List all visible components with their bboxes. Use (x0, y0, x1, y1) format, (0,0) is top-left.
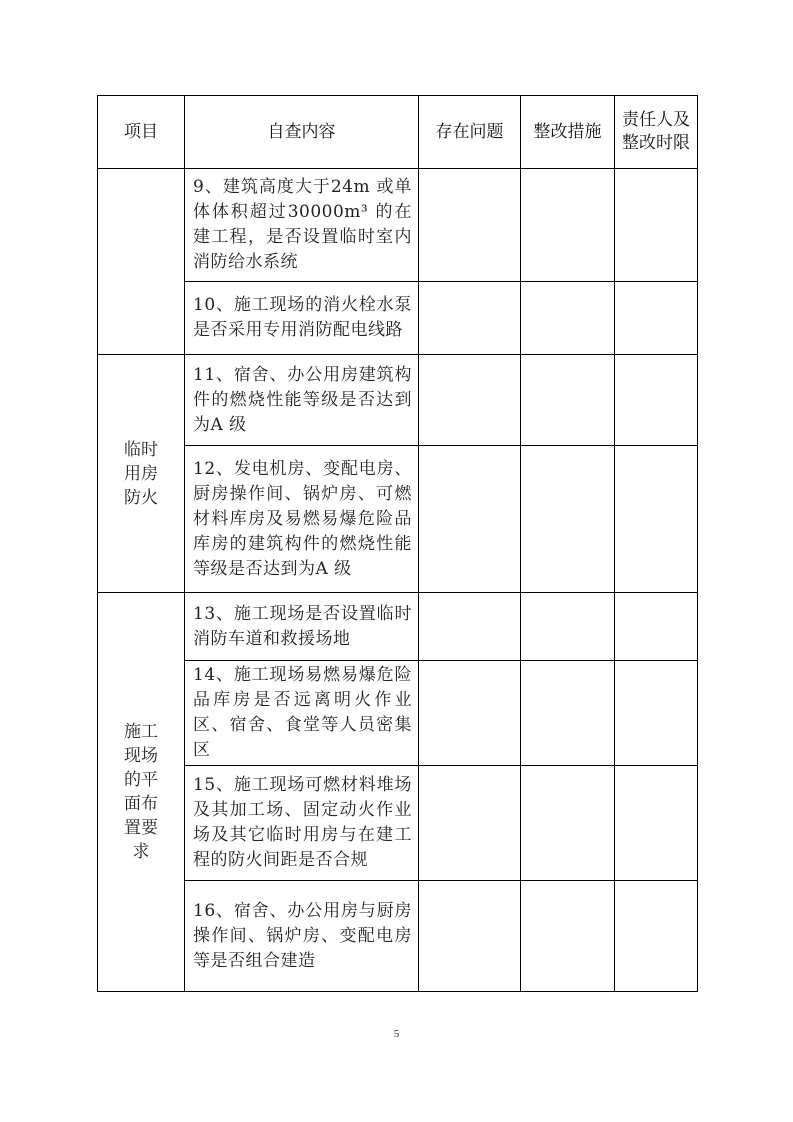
responsible-cell[interactable] (615, 169, 698, 282)
responsible-cell[interactable] (615, 661, 698, 766)
responsible-cell[interactable] (615, 766, 698, 881)
responsible-cell[interactable] (615, 593, 698, 661)
problems-cell[interactable] (419, 355, 521, 446)
problems-cell[interactable] (419, 766, 521, 881)
responsible-cell[interactable] (615, 446, 698, 593)
table-row (98, 593, 698, 661)
table-row (98, 282, 698, 355)
header-item: 项目 (98, 96, 185, 169)
check-content: 9、建筑高度大于24m 或单体体积超过30000m³ 的在建工程，是否设置临时室内消防给水系统 (185, 169, 419, 282)
measures-cell[interactable] (521, 593, 615, 661)
measures-cell[interactable] (521, 355, 615, 446)
category-cell: 施工现场的平面布置要求 (98, 593, 185, 992)
problems-cell[interactable] (419, 661, 521, 766)
problems-cell[interactable] (419, 593, 521, 661)
header-responsible: 责任人及整改时限 (615, 96, 698, 169)
header-problems: 存在问题 (419, 96, 521, 169)
check-content: 12、发电机房、变配电房、厨房操作间、锅炉房、可燃材料库房及易燃易爆危险品库房的建筑构件的燃烧性能等级是否达到为A 级 (185, 446, 419, 593)
check-content: 16、宿舍、办公用房与厨房操作间、锅炉房、变配电房等是否组合建造 (185, 881, 419, 992)
problems-cell[interactable] (419, 282, 521, 355)
check-content: 10、施工现场的消火栓水泵是否采用专用消防配电线路 (185, 282, 419, 355)
table-row (98, 661, 698, 766)
category-cell (98, 169, 185, 355)
header-content: 自查内容 (185, 96, 419, 169)
header-measures: 整改措施 (521, 96, 615, 169)
problems-cell[interactable] (419, 881, 521, 992)
page-number: 5 (393, 1028, 400, 1040)
measures-cell[interactable] (521, 169, 615, 282)
measures-cell[interactable] (521, 881, 615, 992)
check-content: 15、施工现场可燃材料堆场及其加工场、固定动火作业场及其它临时用房与在建工程的防火间距是否合规 (185, 766, 419, 881)
category-cell: 临时用房防火 (98, 355, 185, 593)
measures-cell[interactable] (521, 661, 615, 766)
measures-cell[interactable] (521, 766, 615, 881)
responsible-cell[interactable] (615, 282, 698, 355)
responsible-cell[interactable] (615, 355, 698, 446)
check-content: 14、施工现场易燃易爆危险品库房是否远离明火作业区、宿舍、食堂等人员密集区 (185, 661, 419, 766)
responsible-cell[interactable] (615, 881, 698, 992)
fire-safety-checklist-table (97, 95, 698, 992)
check-content: 13、施工现场是否设置临时消防车道和救援场地 (185, 593, 419, 661)
table-row (98, 881, 698, 992)
problems-cell[interactable] (419, 169, 521, 282)
measures-cell[interactable] (521, 446, 615, 593)
table-row (98, 446, 698, 593)
header-row (98, 96, 698, 169)
problems-cell[interactable] (419, 446, 521, 593)
measures-cell[interactable] (521, 282, 615, 355)
table-row (98, 169, 698, 282)
check-content: 11、宿舍、办公用房建筑构件的燃烧性能等级是否达到为A 级 (185, 355, 419, 446)
table-row (98, 766, 698, 881)
table-row (98, 355, 698, 446)
